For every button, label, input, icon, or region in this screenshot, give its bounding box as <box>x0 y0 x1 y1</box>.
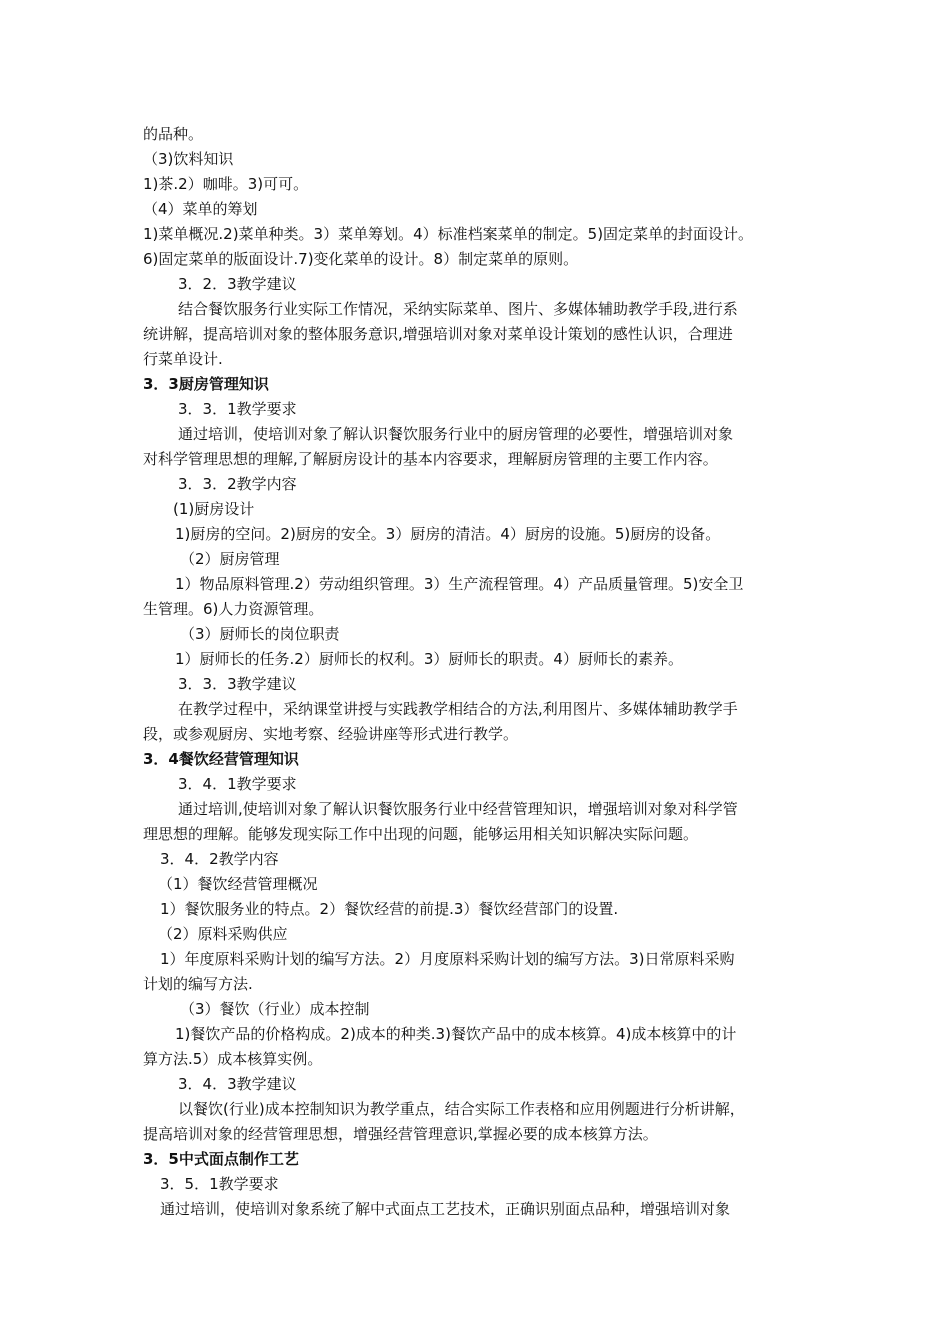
list-heading: （3）餐饮（行业）成本控制 <box>180 1000 370 1018</box>
text-line: 1）厨师长的任务.2）厨师长的权利。3）厨师长的职责。4）厨师长的素养。 <box>175 650 683 668</box>
text-line: 1）餐饮服务业的特点。2）餐饮经营的前提.3）餐饮经营部门的设置. <box>160 900 619 918</box>
subsection-heading: 3．3．2教学内容 <box>178 475 297 493</box>
paragraph-line: 通过培训，使培训对象系统了解中式面点工艺技术，正确识别面点品种，增强培训对象 <box>160 1200 731 1218</box>
section-heading: 3．3厨房管理知识 <box>143 375 269 393</box>
paragraph-line: 以餐饮(行业)成本控制知识为教学重点，结合实际工作表格和应用例题进行分析讲解， <box>178 1100 745 1118</box>
text-line: 1)厨房的空问。2)厨房的安全。3）厨房的清洁。4）厨房的设施。5)厨房的设备。 <box>175 525 721 543</box>
list-heading: （3)饮料知识 <box>143 150 234 168</box>
text-line: 1）年度原料采购计划的编写方法。2）月度原料采购计划的编写方法。3)日常原料采购 <box>160 950 735 968</box>
text-line: 的品种。 <box>143 125 204 143</box>
subsection-heading: 3．3．3教学建议 <box>178 675 297 693</box>
text-line: 计划的编写方法. <box>143 975 253 993</box>
subsection-heading: 3．4．3教学建议 <box>178 1075 297 1093</box>
text-line: 1)餐饮产品的价格构成。2)成本的种类.3)餐饮产品中的成本核算。4)成本核算中的计 <box>175 1025 737 1043</box>
text-line: 生管理。6)人力资源管理。 <box>143 600 324 618</box>
paragraph-line: 通过培训，使培训对象了解认识餐饮服务行业中的厨房管理的必要性，增强培训对象 <box>178 425 734 443</box>
text-line: 1）物品原料管理.2）劳动组织管理。3）生产流程管理。4）产品质量管理。5)安全卫 <box>175 575 744 593</box>
subsection-heading: 3．4．2教学内容 <box>160 850 279 868</box>
paragraph-line: 统讲解，提高培训对象的整体服务意识,增强培训对象对菜单设计策划的感性认识，合理进 <box>143 325 733 343</box>
list-heading: (1)厨房设计 <box>173 500 255 518</box>
subsection-heading: 3．2．3教学建议 <box>178 275 297 293</box>
subsection-heading: 3．3．1教学要求 <box>178 400 297 418</box>
paragraph-line: 行菜单设计. <box>143 350 223 368</box>
subsection-heading: 3．4．1教学要求 <box>178 775 297 793</box>
subsection-heading: 3．5．1教学要求 <box>160 1175 279 1193</box>
section-heading: 3．5中式面点制作工艺 <box>143 1150 299 1168</box>
list-heading: （1）餐饮经营管理概况 <box>158 875 318 893</box>
paragraph-line: 结合餐饮服务行业实际工作情况，采纳实际菜单、图片、多媒体辅助教学手段,进行系 <box>178 300 738 318</box>
paragraph-line: 在教学过程中，采纳课堂讲授与实践教学相结合的方法,利用图片、多媒体辅助教学手 <box>178 700 738 718</box>
paragraph-line: 通过培训,使培训对象了解认识餐饮服务行业中经营管理知识，增强培训对象对科学管 <box>178 800 738 818</box>
list-heading: （2）原料采购供应 <box>158 925 288 943</box>
text-line: 算方法.5）成本核算实例。 <box>143 1050 323 1068</box>
paragraph-line: 段，或参观厨房、实地考察、经验讲座等形式进行教学。 <box>143 725 519 743</box>
paragraph-line: 提高培训对象的经营管理思想，增强经营管理意识,掌握必要的成本核算方法。 <box>143 1125 658 1143</box>
text-line: 1)茶.2）咖啡。3)可可。 <box>143 175 309 193</box>
text-line: 1)菜单概况.2)菜单种类。3）菜单筹划。4）标准档案菜单的制定。5)固定菜单的封面设计。 <box>143 225 754 243</box>
list-heading: （4）菜单的筹划 <box>143 200 258 218</box>
section-heading: 3．4餐饮经营管理知识 <box>143 750 299 768</box>
text-line: 6)固定菜单的版面设计.7)变化菜单的设计。8）制定菜单的原则。 <box>143 250 579 268</box>
paragraph-line: 对科学管理思想的理解,了解厨房设计的基本内容要求，理解厨房管理的主要工作内容。 <box>143 450 718 468</box>
list-heading: （2）厨房管理 <box>180 550 280 568</box>
paragraph-line: 理思想的理解。能够发现实际工作中出现的问题，能够运用相关知识解决实际问题。 <box>143 825 699 843</box>
list-heading: （3）厨师长的岗位职责 <box>180 625 340 643</box>
